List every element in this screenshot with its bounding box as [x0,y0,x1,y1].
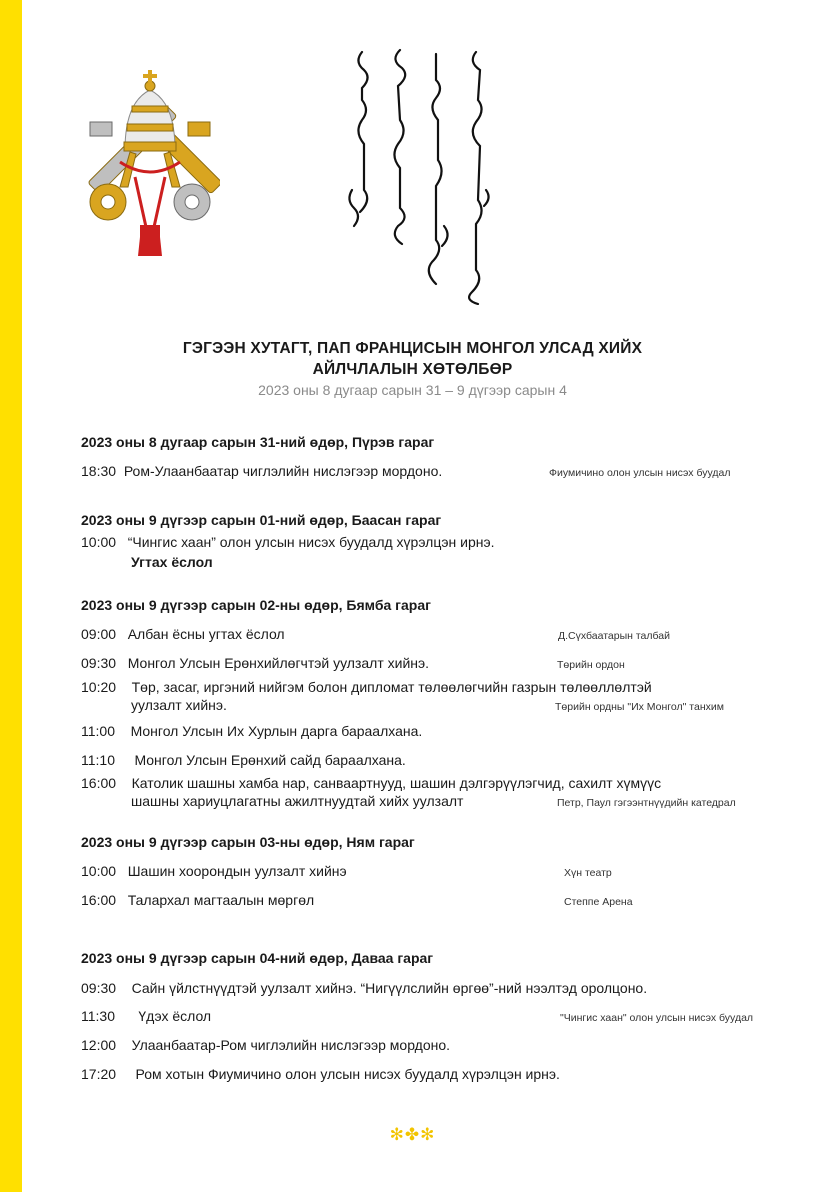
item-text: Улаанбаатар-Ром чиглэлийн нислэгээр мордоно. [131,1037,451,1053]
item-location: "Чингис хаан" олон улсын нисэх буудал [560,1012,754,1024]
item-location: Хүн театр [564,867,612,879]
item-location: Фиумичино олон улсын нисэх буудал [549,467,731,479]
item-text-continued: шашны хариуцлагатны ажилтнуудтай хийх уулзалт [131,793,464,809]
schedule-item [81,679,652,695]
item-text: Ром-Улаанбаатар чиглэлийн нислэгээр мордоно. [123,463,443,479]
papal-keys-tiara-emblem [80,62,220,262]
mongolian-script-calligraphy [340,40,500,305]
title-line-1: ГЭГЭЭН ХУТАГТ, ПАП ФРАНЦИСЫН МОНГОЛ УЛСАД ХИЙХ [182,340,643,357]
item-text: Төр, засаг, иргэний нийгэм болон дипломат төлөөлөгчийн газрын төлөөллөлтэй [131,679,652,695]
yellow-side-bar [0,0,22,1192]
schedule-item [81,723,422,739]
item-time: 09:30 [81,980,117,996]
schedule-item [81,775,661,791]
item-text: Монгол Улсын Ерөнхий сайд бараалхана. [134,752,406,768]
day-heading-5: 2023 оны 9 дүгээр сарын 04-ний өдөр, Даваа гараг [81,950,434,966]
schedule-item [81,863,347,879]
item-text: Үдэх ёслол [138,1008,212,1024]
schedule-item [81,534,495,550]
item-text: Сайн үйлстнүүдтэй уулзалт хийнэ. “Нигүүлслийн өргөө”-ний нээлтэд оролцоно. [131,980,648,996]
item-text: “Чингис хаан” олон улсын нисэх буудалд хүрэлцэн ирнэ. [127,534,495,550]
item-text: Шашин хоорондын уулзалт хийнэ [127,863,347,879]
item-time: 10:00 [81,863,117,879]
item-location: Петр, Паул гэгээнтнүүдийн катедрал [557,797,736,809]
footer-ornament: ✻✤✻ [389,1125,436,1144]
item-location: Д.Сүхбаатарын талбай [558,630,670,642]
item-location: Төрийн ордны "Их Монгол" танхим [555,701,724,713]
item-time: 10:00 [81,534,117,550]
schedule-item [81,463,442,479]
schedule-item [81,980,647,996]
item-time: 09:30 [81,655,117,671]
item-time: 16:00 [81,775,117,791]
schedule-item [81,1008,211,1024]
title-line-2: АЙЛЧЛАЛЫН ХӨТӨЛБӨР [312,361,513,378]
item-time: 12:00 [81,1037,117,1053]
schedule-item [81,752,406,768]
item-text: Албан ёсны угтах ёслол [127,626,285,642]
item-note: Угтах ёслол [131,554,213,570]
item-time: 16:00 [81,892,117,908]
item-time: 18:30 [81,463,117,479]
item-text: Талархал магтаалын мөргөл [127,892,315,908]
item-time: 09:00 [81,626,117,642]
schedule-item [81,892,314,908]
date-range-subtitle: 2023 оны 8 дугаар сарын 31 – 9 дүгээр сарын 4 [258,382,567,398]
item-time: 11:00 [81,723,115,739]
programme-title [0,338,825,380]
schedule-item [81,626,285,642]
item-location: Степпе Арена [564,896,633,908]
item-text: Католик шашны хамба нар, санваартнууд, шашин дэлгэрүүлэгчид, сахилт хүмүүс [131,775,662,791]
day-heading-3: 2023 оны 9 дүгээр сарын 02-ны өдөр, Бямба гараг [81,597,431,613]
item-text: Монгол Улсын Их Хурлын дарга бараалхана. [130,723,423,739]
schedule-item [81,655,429,671]
item-text: Монгол Улсын Ерөнхийлөгчтэй уулзалт хийнэ. [127,655,430,671]
item-text: Ром хотын Фиумичино олон улсын нисэх буудалд хүрэлцэн ирнэ. [135,1066,560,1082]
schedule-item [81,1066,560,1082]
item-time: 11:30 [81,1008,115,1024]
item-location: Төрийн ордон [557,659,625,671]
day-heading-1: 2023 оны 8 дугаар сарын 31-ний өдөр, Пүрэв гараг [81,434,435,450]
item-time: 10:20 [81,679,117,695]
schedule-item [81,1037,450,1053]
day-heading-4: 2023 оны 9 дүгээр сарын 03-ны өдөр, Ням гараг [81,834,415,850]
item-time: 11:10 [81,752,115,768]
item-time: 17:20 [81,1066,117,1082]
item-text-continued: уулзалт хийнэ. [131,697,227,713]
day-heading-2: 2023 оны 9 дүгээр сарын 01-ний өдөр, Баасан гараг [81,512,442,528]
